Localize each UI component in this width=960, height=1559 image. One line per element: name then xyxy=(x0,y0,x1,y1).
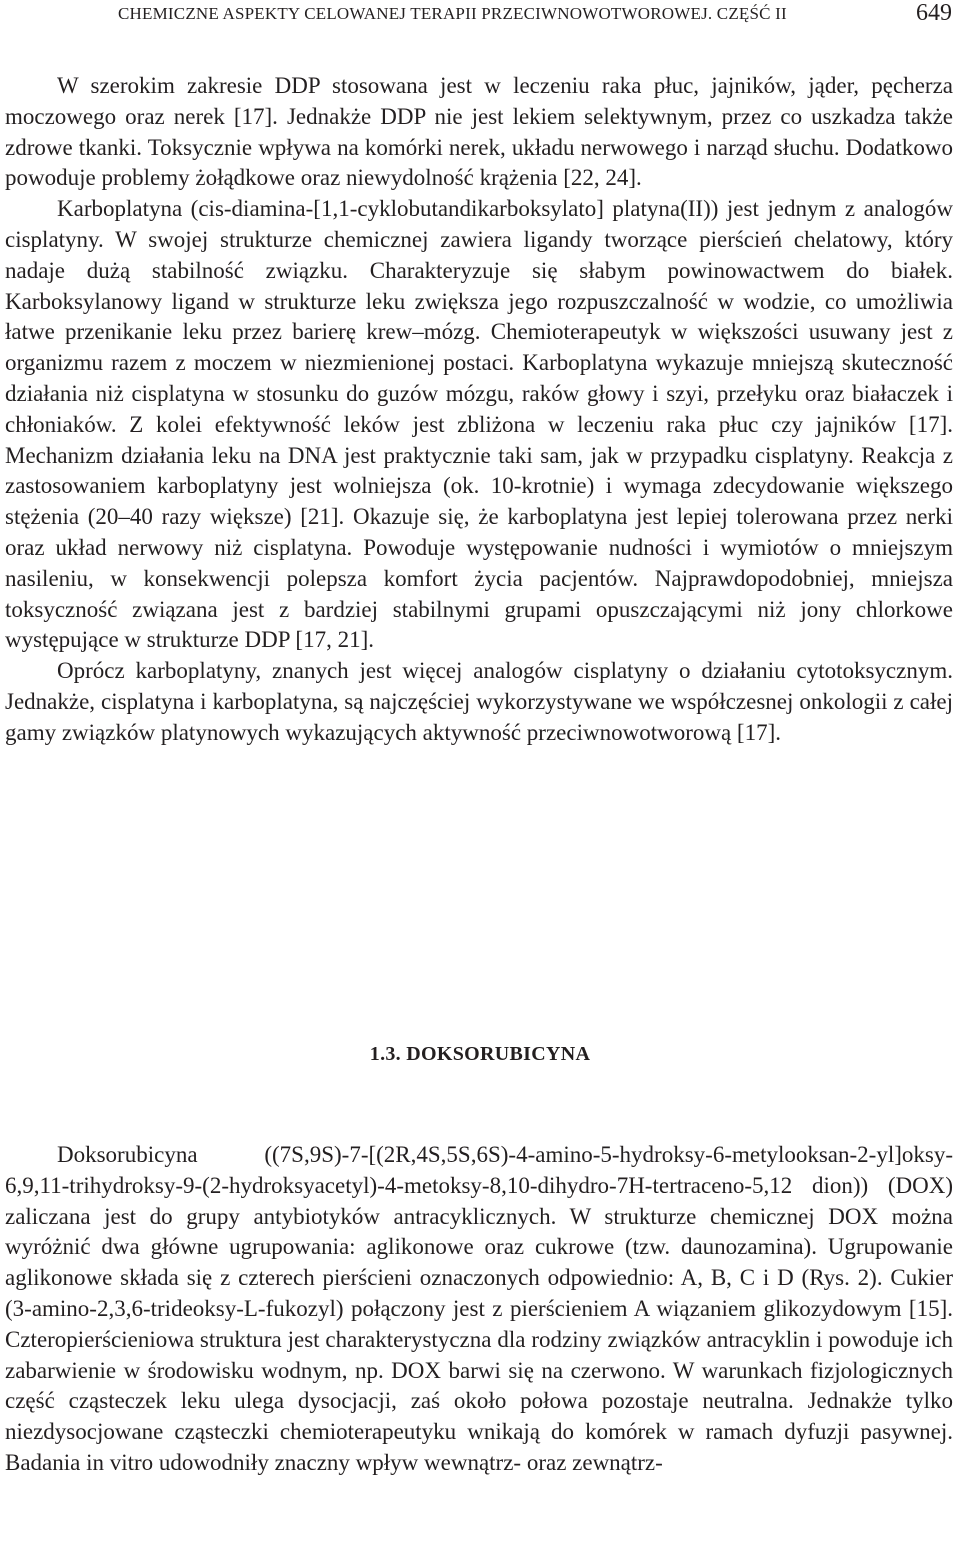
page-number: 649 xyxy=(916,0,952,26)
section-heading: 1.3. DOKSORUBICYNA xyxy=(369,1043,591,1065)
paragraph: Doksorubicyna ((7S,9S)-7-[(2R,4S,5S,6S)-4-amino-5-hydroksy-6-metylooksan-2-yl]oksy-6,9,11-trihydroksy-9-(2-hydroksyacetyl)-4-metoksy-8,10-dihydro-7H-tertraceno-5,12 dion)) (DOX) zaliczana jest do grupy antybiotyków antracyklicznych. W strukturze chemicznej DOX można wyróżnić dwa główne ugrupowania: aglikonowe oraz cukrowe (tzw. daunozamina). Ugrupowanie aglikonowe składa się z czterech pierścieni oznaczonych odpowiednio: A, B, C i D (Rys. 2). Cukier (3-amino-2,3,6-trideoksy-L-fukozyl) połączony jest z pierścieniem A wiązaniem glikozydowym [15]. Czteropierścieniowa struktura jest charakterystyczna dla rodziny związków antracyklin i powoduje ich zabarwienie w środowisku wodnym, np. DOX barwi się na czerwono. W warunkach fizjologicznych część cząsteczek leku ulega dysocjacji, zaś około połowa pozostaje neutralna. Jednakże tylko niezdysocjowane cząsteczki chemioterapeutyku wnikają do komórek w ramach dyfuzji pasywnej. Badania in vitro udowodniły znaczny wpływ wewnątrz- oraz zewnątrz- xyxy=(5,1142,953,1475)
paragraph: Karboplatyna (cis-diamina-[1,1-cyklobutandikarboksylato] platyna(II)) jest jednym z analogów cisplatyny. W swojej strukturze chemicznej zawiera ligandy tworzące pierścień chelatowy, który nadaje dużą stabilność związku. Charakteryzuje się słabym powinowactwem do białek. Karboksylanowy ligand w strukturze leku zwiększa jego rozpuszczalność w wodzie, co umożliwia łatwe przenikanie leku przez barierę krew–mózg. Chemioterapeutyk w większości usuwany jest z organizmu razem z moczem w niezmienionej postaci. Karboplatyna wykazuje mniejszą skuteczność działania niż cisplatyna w stosunku do guzów mózgu, raków głowy i szyi, przełyku oraz białaczek i chłoniaków. Z kolei efektywność leków jest zbliżona w leczeniu raka płuc czy jajników [17]. Mechanizm działania leku na DNA jest praktycznie taki sam, jak w przypadku cisplatyny. Reakcja z zastosowaniem karboplatyny jest wolniejsza (ok. 10-krotnie) i wymaga zdecydowanie większego stężenia (20–40 razy większe) [21]. Okazuje się, że karboplatyna jest lepiej tolerowana przez nerki oraz układ nerwowy niż cisplatyna. Powoduje występowanie nudności i wymiotów o mniejszym nasileniu, w konsekwencji polepsza komfort życia pacjentów. Najprawdopodobniej, mniejsza toksyczność związana jest z bardziej stabilnymi grupami opuszczającymi niż jony chlorkowe występujące w strukturze DDP [17, 21]. xyxy=(5,196,953,653)
paragraph: Oprócz karboplatyny, znanych jest więcej analogów cisplatyny o działaniu cytotoksycznym. Jednakże, cisplatyna i karboplatyna, są najczęściej wykorzystywane we współczesnej onkologii z całej gamy związków platynowych wykazujących aktywność przeciwnowotworową [17]. xyxy=(5,658,953,745)
paragraph: W szerokim zakresie DDP stosowana jest w leczeniu raka płuc, jajników, jąder, pęcherza moczowego oraz nerek [17]. Jednakże DDP nie jest lekiem selektywnym, przez co uszkadza także zdrowe tkanki. Toksycznie wpływa na komórki nerek, układu nerwowego i narząd słuchu. Dodatkowo powoduje problemy żołądkowe oraz niewydolność krążenia [22, 24]. xyxy=(5,73,953,191)
body-section-doxorubicin xyxy=(5,1140,953,1479)
running-header-title: CHEMICZNE ASPEKTY CELOWANEJ TERAPII PRZECIWNOWOTWOROWEJ. CZĘŚĆ II xyxy=(118,4,787,23)
body-section-cisplatin xyxy=(5,71,953,749)
